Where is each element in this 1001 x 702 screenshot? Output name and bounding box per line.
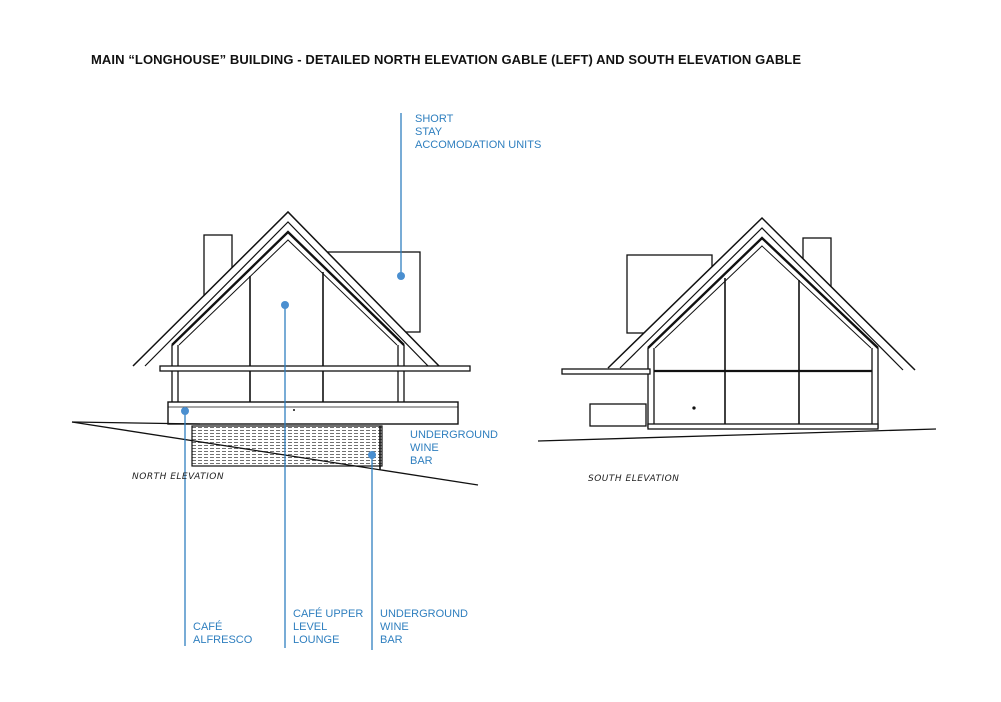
wine-bar-upper-line-3: BAR [410,455,433,467]
short-stay-line-3: ACCOMODATION UNITS [415,139,542,151]
cafe-upper-lounge-label [293,608,363,647]
page-title: MAIN “LONGHOUSE” BUILDING - DETAILED NORTH ELEVATION GABLE (LEFT) AND SOUTH ELEVATION GABLE [91,52,802,67]
cafe-alfresco-line-1: CAFÉ [193,621,223,633]
short-stay-label [415,113,541,152]
underground-wine-bar-label-upper [410,429,498,468]
cafe-upper-line-2: LEVEL [293,621,328,633]
south-elevation [538,218,936,441]
cafe-alfresco-label [193,621,252,647]
cafe-alfresco-line-2: ALFRESCO [193,634,253,646]
short-stay-line-2: STAY [415,126,443,138]
wine-bar-lower-line-1: UNDERGROUND [380,608,468,620]
wine-bar-upper-line-1: UNDERGROUND [410,429,498,441]
wine-bar-upper-line-2: WINE [410,442,439,454]
wine-bar-lower-line-3: BAR [380,634,403,646]
north-elevation-label: NORTH ELEVATION [132,472,225,482]
cafe-upper-line-3: LOUNGE [293,634,340,646]
wine-bar-lower-line-2: WINE [380,621,409,633]
south-elevation-label: SOUTH ELEVATION [588,474,680,484]
short-stay-line-1: SHORT [415,113,454,125]
underground-wine-bar-label-lower [380,608,468,647]
cafe-upper-line-1: CAFÉ UPPER [293,608,364,620]
leader-lines [181,113,405,650]
